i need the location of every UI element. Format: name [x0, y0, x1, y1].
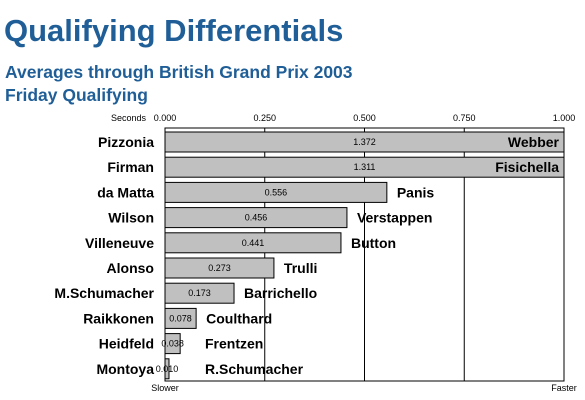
bar-value-label: 0.441	[241, 237, 265, 248]
faster-driver-label: Frentzen	[205, 335, 264, 352]
slower-driver-label: Villeneuve	[84, 234, 154, 251]
slower-driver-label: Alonso	[106, 260, 154, 276]
faster-driver-label: Button	[350, 234, 397, 251]
x-tick-label: 0.750	[452, 113, 476, 123]
faster-driver-label: Webber	[507, 134, 559, 150]
faster-driver-label: Fisichella	[495, 159, 559, 176]
x-tick-label: 0.000	[153, 113, 177, 123]
faster-driver-label: Panis	[396, 184, 435, 201]
slower-driver-label: Firman	[107, 159, 154, 176]
bar-value-label: 0.456	[244, 212, 268, 223]
slower-driver-label: Montoya	[96, 360, 154, 377]
slower-driver-label: M.Schumacher	[54, 285, 154, 302]
slower-driver-label: da Matta	[97, 184, 154, 201]
bar-value-label: 0.078	[169, 313, 192, 324]
x-tick-label: 0.500	[353, 113, 376, 123]
x-tick-label: 0.250	[253, 113, 277, 123]
chart-subtitle-session: Friday Qualifying	[5, 85, 148, 105]
faster-driver-label: Coulthard	[206, 310, 273, 327]
slower-driver-label: Raikkonen	[83, 310, 154, 327]
slower-end-label: Slower	[151, 383, 179, 393]
bar-value-label: 0.273	[208, 263, 231, 273]
faster-driver-label: R.Schumacher	[205, 360, 304, 377]
faster-end-label: Faster	[551, 383, 577, 393]
page-title: Qualifying Differentials	[4, 13, 344, 48]
chart-subtitle: Averages through British Grand Prix 2003	[5, 62, 353, 82]
slower-driver-label: Wilson	[108, 209, 154, 226]
bar-value-label: 1.311	[353, 162, 376, 173]
slower-driver-label: Heidfeld	[98, 335, 154, 352]
faster-driver-label: Barrichello	[244, 285, 318, 302]
faster-driver-label: Trulli	[283, 260, 318, 276]
faster-driver-label: Verstappen	[356, 209, 433, 226]
x-tick-label: 1.000	[552, 113, 576, 123]
slower-driver-label: Pizzonia	[97, 134, 154, 150]
axis-unit-label: Seconds	[110, 113, 146, 123]
bar-value-label: 0.556	[264, 187, 288, 198]
bar-value-label: 0.038	[161, 338, 184, 349]
bar-value-label: 0.173	[188, 288, 211, 299]
bar-value-label: 1.372	[353, 137, 376, 147]
bar-value-label: 0.010	[155, 363, 179, 374]
